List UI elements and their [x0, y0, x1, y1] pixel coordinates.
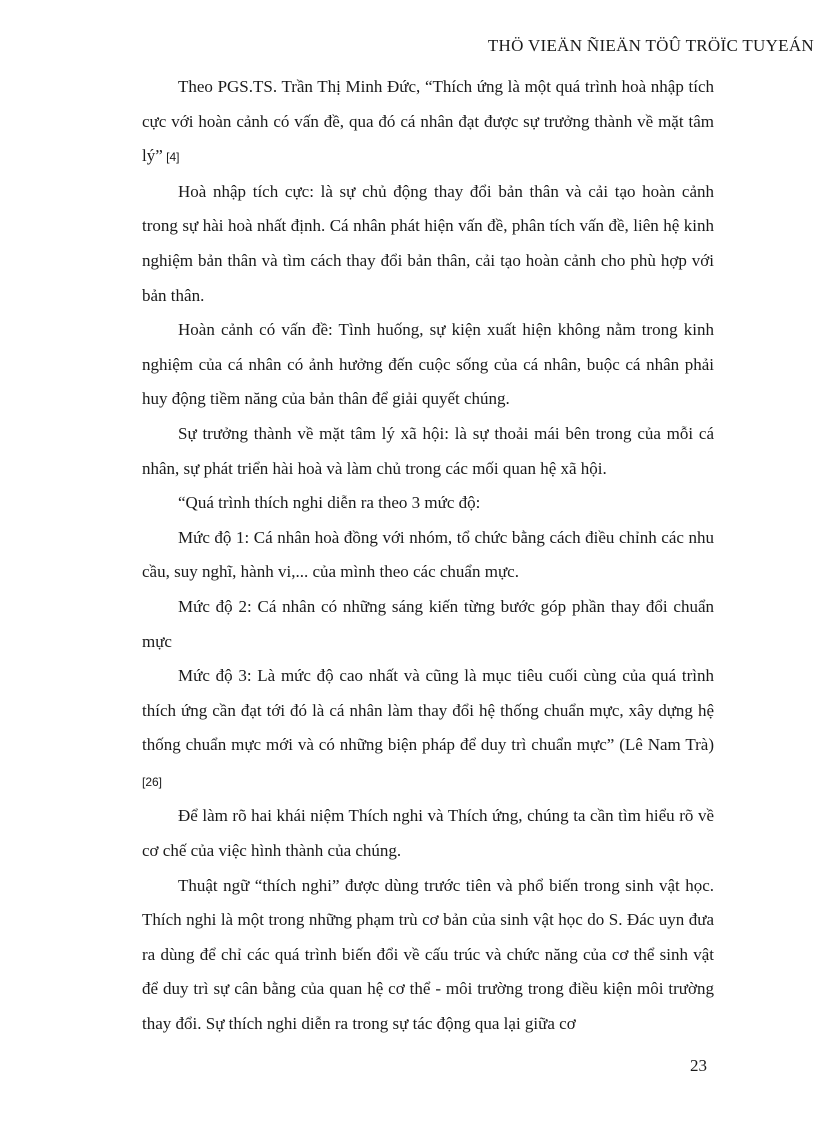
paragraph-text: Mức độ 3: Là mức độ cao nhất và cũng là mục tiêu cuối cùng của quá trình thích ứng cần đạt tới đó là cá nhân làm thay đổi hệ thống chuẩn mực, xây dựng hệ thống chuẩn mực mới và có những biện pháp để duy trì chuẩn mực” (Lê Nam Trà): [142, 666, 714, 755]
paragraph-7: [142, 590, 714, 659]
paragraph-2: [142, 175, 714, 313]
paragraph-text: Hoà nhập tích cực: là sự chủ động thay đổi bản thân và cải tạo hoàn cảnh trong sự hài hoà nhất định. Cá nhân phát hiện vấn đề, phân tích vấn đề, liên hệ kinh nghiệm bản thân và tìm cách thay đổi bản thân, cải tạo hoàn cảnh cho phù hợp với bản thân.: [142, 181, 714, 305]
citation: [26]: [142, 774, 163, 789]
paragraph-text: Để làm rõ hai khái niệm Thích nghi và Thích ứng, chúng ta cần tìm hiểu rõ về cơ chế của việc hình thành của chúng.: [142, 806, 714, 861]
paragraph-1: [142, 70, 714, 175]
paragraph-text: Mức độ 1: Cá nhân hoà đồng với nhóm, tổ chức bằng cách điều chỉnh các nhu cầu, suy nghĩ, hành vi,... của mình theo các chuẩn mực.: [142, 527, 714, 582]
citation: [4]: [162, 150, 180, 165]
paragraph-text: “Quá trình thích nghi diễn ra theo 3 mức độ:: [178, 493, 481, 513]
paragraph-8: [142, 659, 714, 799]
paragraph-5: [142, 486, 714, 521]
paragraph-9: [142, 799, 714, 868]
paragraph-text: Hoàn cảnh có vấn đề: Tình huống, sự kiện xuất hiện không nằm trong kinh nghiệm của cá nhân có ảnh hưởng đến cuộc sống của cá nhân, buộc cá nhân phải huy động tiềm năng của bản thân để giải quyết chúng.: [142, 320, 714, 409]
paragraph-text: Sự trưởng thành về mặt tâm lý xã hội: là sự thoải mái bên trong của mỗi cá nhân, sự phát triển hài hoà và làm chủ trong các mối quan hệ xã hội.: [142, 423, 714, 478]
paragraph-3: [142, 313, 714, 417]
paragraph-text: Mức độ 2: Cá nhân có những sáng kiến từng bước góp phần thay đổi chuẩn mực: [142, 596, 714, 651]
paragraph-6: [142, 521, 714, 590]
document-body: [142, 70, 714, 1042]
paragraph-text: Thuật ngữ “thích nghi” được dùng trước tiên và phổ biến trong sinh vật học. Thích nghi là một trong những phạm trù cơ bản của sinh vật học do S. Đác uyn đưa ra dùng để chỉ các quá trình biến đổi về cấu trúc và chức năng của cơ thể sinh vật để duy trì sự cân bằng của quan hệ cơ thể - môi trường trong điều kiện môi trường thay đổi. Sự thích nghi diễn ra trong sự tác động qua lại giữa cơ: [142, 875, 714, 1034]
paragraph-4: [142, 417, 714, 486]
page-number: 23: [690, 1056, 707, 1075]
paragraph-text: Theo PGS.TS. Trần Thị Minh Đức, “Thích ứng là một quá trình hoà nhập tích cực với hoàn cảnh có vấn đề, qua đó cá nhân đạt được sự trưởng thành về mặt tâm lý”: [142, 77, 714, 166]
page-header: THÖ VIEÄN ÑIEÄN TÖÛ TRÖÏC TUYEÁN: [487, 36, 814, 55]
paragraph-10: [142, 869, 714, 1042]
